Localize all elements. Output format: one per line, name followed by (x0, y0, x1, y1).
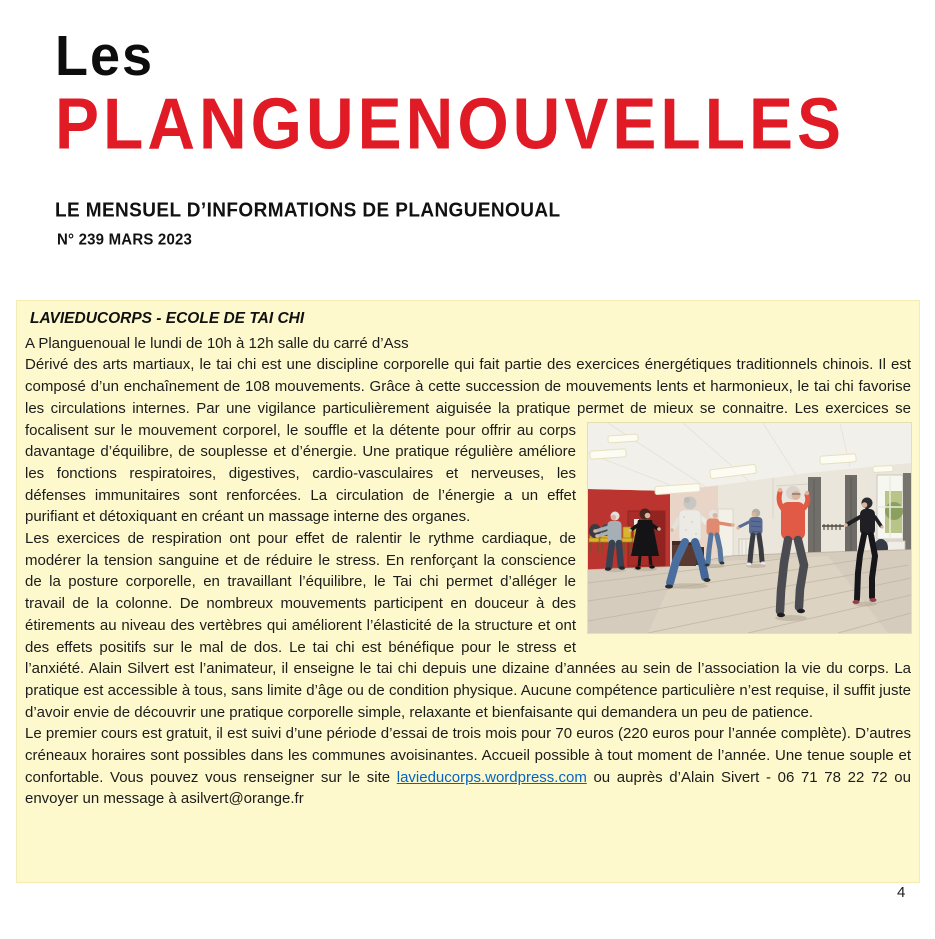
masthead-title: PLANGUENOUVELLES (55, 82, 846, 164)
para3-before-link: Le premier cours est gratuit, il est suivi d’une période d’essai de trois mois pour 70 euros (220 euros pour l’année complète). D’autres créneaux horaires sont possibles dans les communes avoisinantes. Accueil possible à tout moment de l’année. Une tenue souple et confortable. Vous pouvez vous renseigner sur le site (25, 725, 911, 786)
article-title: LAVIEDUCORPS - ECOLE DE TAI CHI (30, 310, 305, 327)
article-paragraph-2: Les exercices de respiration ont pour effet de ralentir le rythme cardiaque, de modérer la tension sanguine et de réduire le stress. En renforçant la conscience de la posture corporelle, en travaillant l’équilibre, le Tai chi permet d’alléger le travail de la colonne. De nombreux mouvements participent en douceur à des étirements au niveau des vertèbres qui améliorent l’élasticité de la structure et ont des effets positifs sur le mal de dos. Le tai chi est bénéfique pour le stress et l’anxiété. Alain Silvert est l’animateur, il enseigne le tai chi depuis une dizaine d’années au sein de l’association la vie du corps. La pratique est accessible à tous, sans limite d’âge ou de condition physique. Aucune compétence particulière n’est requise, il suffit juste d’avoir envie de découvrir une pratique corporelle simple, relaxante et bienfaisante qui demandera un peu de patience. (25, 530, 911, 721)
para1-after-photo: et la détente pour offrir au corps davantage d’équilibre, de souplesse et d’énergie. Une pratique régulière améliore les fonctions respiratoires, digestives, cardio-vasculaires et nerveuses, les défenses immunitaires sont renforcées. La circulation de l’énergie a un effet purifiant et détoxiquant en créant un massage interne des organes. (25, 421, 576, 526)
issue-number: N° 239 MARS 2023 (57, 231, 193, 249)
masthead-les: Les (55, 24, 155, 88)
newsletter-tagline: LE MENSUEL D’INFORMATIONS DE PLANGUENOUAL (55, 199, 561, 222)
masthead (55, 24, 846, 164)
article-box (16, 300, 920, 883)
para1-before-photo: Dérivé des arts martiaux, le tai chi est une discipline corporelle qui fait partie des exercices énergétiques traditionnels chinois. Il est composé d’un enchaînement de 108 mouvements. Grâce à cette succession de mouvements lents et harmonieux, le tai chi favorise les circulations internes. Par une vigilance particulièrement aiguisée la pratique permet de mieux se connaitre. Les exercices se focalisent sur le mouvement corporel, le souffle (25, 356, 911, 439)
article-paragraph-1 (25, 354, 911, 528)
page-number: 4 (897, 884, 906, 901)
para3-after-link: ou auprès d’Alain Sivert - 06 71 78 22 72 ou envoyer un message à asilvert@orange.fr (25, 768, 911, 808)
article-paragraph-3 (25, 723, 911, 810)
article-intro: A Planguenoual le lundi de 10h à 12h salle du carré d’Ass (25, 334, 409, 352)
tai-chi-class-photo (588, 423, 911, 633)
wordpress-link[interactable]: lavieducorps.wordpress.com (396, 768, 587, 786)
tai-chi-photo-illustration (588, 423, 911, 633)
